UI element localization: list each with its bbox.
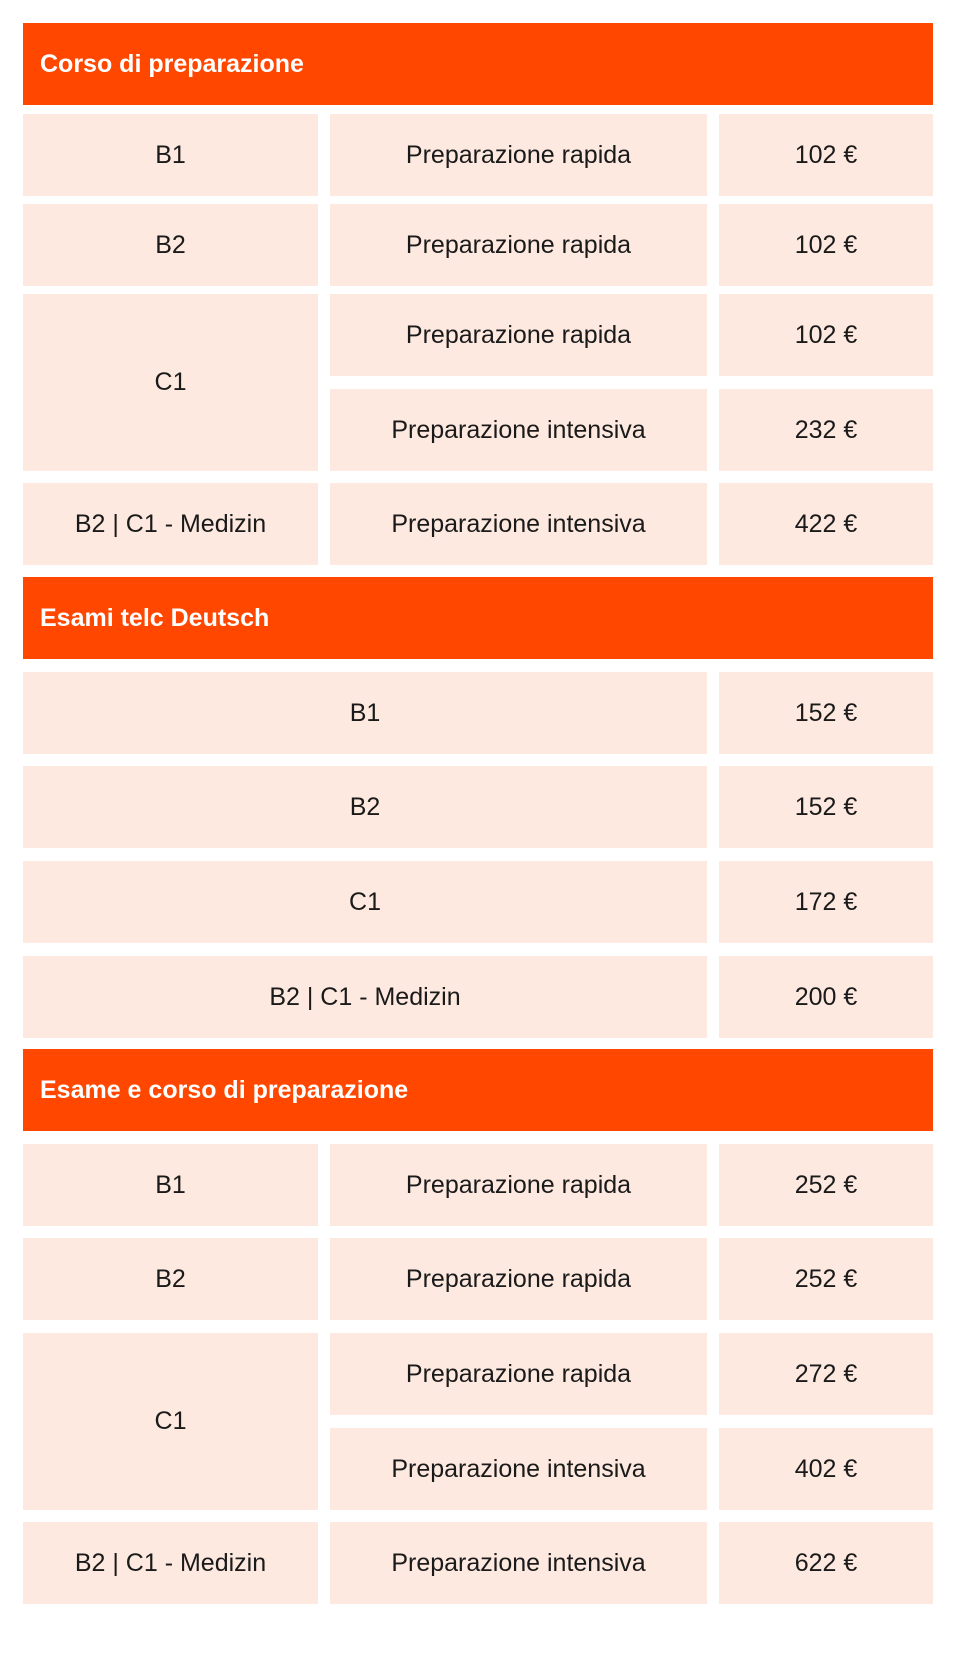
type-cell [330, 1144, 707, 1226]
type-label: Preparazione intensiva [391, 1548, 646, 1577]
level-cell [23, 483, 318, 565]
type-cell [330, 1428, 707, 1510]
type-cell [330, 114, 707, 196]
level-cell [23, 861, 707, 943]
level-label: B2 [349, 792, 381, 821]
type-label: Preparazione intensiva [391, 415, 646, 444]
level-label: B1 [349, 698, 381, 727]
level-label: C1 [154, 368, 187, 396]
level-label: B2 [155, 230, 186, 259]
price-cell [719, 1522, 933, 1604]
price-label: 102 € [794, 230, 858, 259]
type-cell [330, 1238, 707, 1320]
level-cell [23, 204, 318, 286]
price-label: 152 € [794, 698, 858, 727]
price-label: 272 € [794, 1359, 858, 1388]
price-cell [719, 956, 933, 1038]
level-label: C1 [349, 887, 381, 916]
section-title: Esami telc Deutsch [40, 603, 270, 632]
type-cell [330, 389, 707, 471]
section-title: Esame e corso di preparazione [40, 1075, 409, 1104]
type-label: Preparazione rapida [405, 1359, 632, 1388]
price-label: 622 € [794, 1548, 858, 1577]
price-label: 252 € [794, 1170, 858, 1199]
price-cell [719, 114, 933, 196]
price-label: 102 € [794, 320, 858, 349]
price-cell [719, 1238, 933, 1320]
section-title: Corso di preparazione [40, 49, 304, 78]
price-cell [719, 1144, 933, 1226]
price-label: 252 € [794, 1264, 858, 1293]
price-cell [719, 483, 933, 565]
price-cell [719, 1428, 933, 1510]
section-header-esami-telc-deutsch [23, 577, 933, 659]
level-cell-merged [23, 294, 318, 471]
level-cell [23, 956, 707, 1038]
type-cell [330, 1333, 707, 1415]
price-label: 152 € [794, 792, 858, 821]
level-cell [23, 1522, 318, 1604]
price-label: 102 € [794, 140, 858, 169]
level-cell [23, 1144, 318, 1226]
type-label: Preparazione rapida [405, 320, 632, 349]
price-label: 232 € [794, 415, 858, 444]
level-label: B2 | C1 - Medizin [74, 509, 267, 538]
type-label: Preparazione rapida [405, 230, 632, 259]
level-label: B2 | C1 - Medizin [269, 982, 461, 1011]
level-cell [23, 114, 318, 196]
type-cell [330, 204, 707, 286]
price-cell [719, 204, 933, 286]
level-cell-merged [23, 1333, 318, 1510]
level-label: C1 [154, 1407, 187, 1435]
price-label: 402 € [794, 1454, 858, 1483]
type-label: Preparazione rapida [405, 1264, 632, 1293]
price-label: 422 € [794, 509, 858, 538]
type-cell [330, 294, 707, 376]
level-cell [23, 766, 707, 848]
level-label: B1 [155, 140, 186, 169]
price-cell [719, 861, 933, 943]
price-cell [719, 1333, 933, 1415]
price-label: 172 € [794, 887, 858, 916]
level-label: B1 [155, 1170, 186, 1199]
type-label: Preparazione rapida [405, 140, 632, 169]
type-label: Preparazione rapida [405, 1170, 632, 1199]
section-header-esame-e-corso [23, 1049, 933, 1131]
section-header-corso-di-preparazione [23, 23, 933, 105]
type-cell [330, 1522, 707, 1604]
level-label: B2 [155, 1264, 186, 1293]
price-cell [719, 294, 933, 376]
price-cell [719, 766, 933, 848]
type-cell [330, 483, 707, 565]
price-cell [719, 672, 933, 754]
level-label: B2 | C1 - Medizin [74, 1548, 267, 1577]
type-label: Preparazione intensiva [391, 1454, 646, 1483]
price-cell [719, 389, 933, 471]
price-label: 200 € [794, 982, 858, 1011]
type-label: Preparazione intensiva [391, 509, 646, 538]
level-cell [23, 1238, 318, 1320]
level-cell [23, 672, 707, 754]
